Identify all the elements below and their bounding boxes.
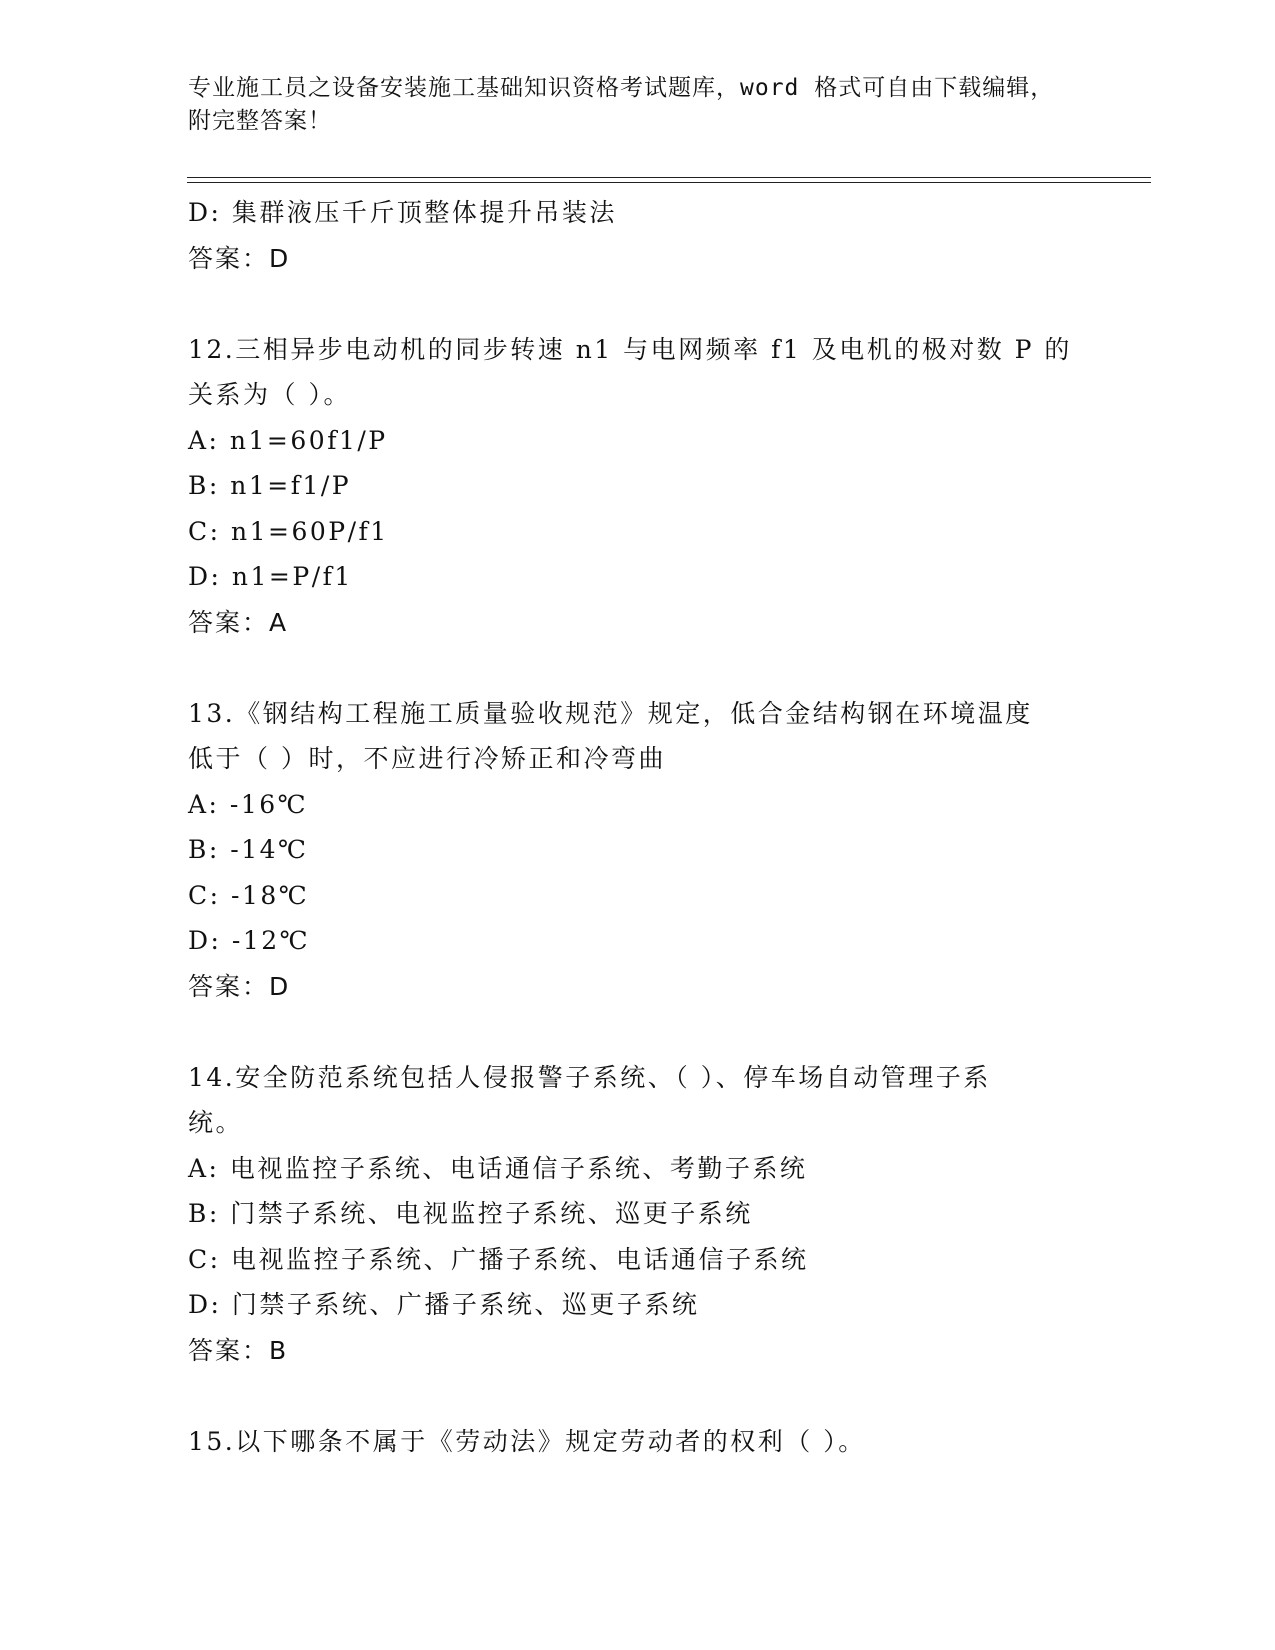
option-a: A: n1=60f1/P	[188, 425, 388, 455]
answer: 答案：D	[188, 243, 291, 273]
option-d: D: 门禁子系统、广播子系统、巡更子系统	[188, 1290, 700, 1319]
header-title-line-1: 专业施工员之设备安装施工基础知识资格考试题库，word 格式可自由下载编辑，	[188, 75, 1055, 101]
question-stem-line-1: 14.安全防范系统包括人侵报警子系统、（ ）、停车场自动管理子系	[188, 1062, 991, 1092]
question-stem-line-2: 统。	[188, 1108, 244, 1137]
question-stem-line-1: 13.《钢结构工程施工质量验收规范》规定，低合金结构钢在环境温度	[188, 698, 1033, 728]
answer: 答案：B	[188, 1335, 289, 1365]
question-14	[188, 1055, 1088, 1374]
header-title-line-2: 附完整答案！	[188, 108, 332, 134]
question-list	[188, 190, 1088, 1464]
option-b: B: n1=f1/P	[188, 471, 352, 500]
option-d: D: 集群液压千斤顶整体提升吊装法	[188, 198, 617, 227]
option-d: D: n1=P/f1	[188, 562, 353, 591]
header-divider-top	[187, 177, 1151, 178]
question-stem-line-2: 关系为（ ）。	[188, 380, 351, 409]
answer: 答案：D	[188, 971, 291, 1001]
option-c: C: n1=60P/f1	[188, 516, 389, 546]
spacer	[188, 1373, 1088, 1419]
question-13	[188, 691, 1088, 1010]
option-c: C: -18℃	[188, 880, 310, 910]
option-b: B: 门禁子系统、电视监控子系统、巡更子系统	[188, 1199, 753, 1228]
option-d: D: -12℃	[188, 926, 311, 955]
question-11	[188, 190, 1088, 281]
document-header	[188, 72, 1088, 138]
option-c: C: 电视监控子系统、广播子系统、电话通信子系统	[188, 1244, 809, 1274]
question-stem-line-1: 15.以下哪条不属于《劳动法》规定劳动者的权利（ ）。	[188, 1426, 866, 1456]
spacer	[188, 1009, 1088, 1055]
answer: 答案：A	[188, 607, 289, 637]
question-12	[188, 327, 1088, 646]
spacer	[188, 645, 1088, 691]
option-b: B: -14℃	[188, 835, 309, 864]
option-a: A: -16℃	[188, 789, 309, 819]
header-divider-bottom	[187, 182, 1151, 183]
question-stem-line-2: 低于（ ）时，不应进行冷矫正和冷弯曲	[188, 744, 666, 773]
spacer	[188, 281, 1088, 327]
question-15	[188, 1419, 1088, 1465]
question-stem-line-1: 12.三相异步电动机的同步转速 n1 与电网频率 f1 及电机的极对数 P 的	[188, 334, 1072, 364]
option-a: A: 电视监控子系统、电话通信子系统、考勤子系统	[188, 1153, 808, 1183]
